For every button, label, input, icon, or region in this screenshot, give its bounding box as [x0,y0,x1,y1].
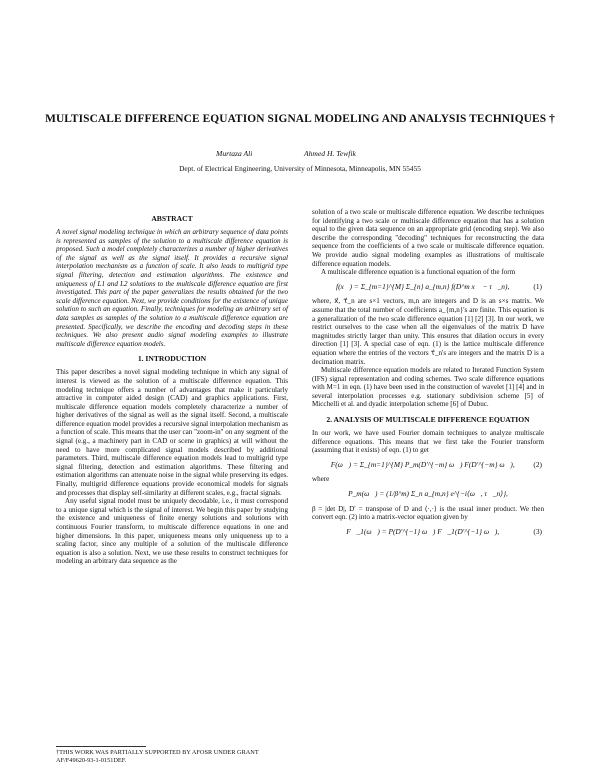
equation-1-number: (1) [533,281,542,291]
intro-paragraph-1: This paper describes a novel signal modeling technique in which any signal of interest is viewed as the solution of a multiscale difference equation. This modeling technique offers a number of advantages that make it particularly attractive in computer aided design (CAD) and graphics applications. First, multiscale difference equation models completely characterize a number of higher derivatives of the signal as well as the signal itself. Second, a multiscale difference equation model provides a recursive signal interpolation mechanism as a function of scale. This means that the user can "zoom-in" on any segment of the signal (e.g., a machinery part in CAD or scene in graphics) at will without the need to have more complicated signal models described by additional parameters. Third, multiscale difference equation models lead to multigrid type signal filtering, detection and estimation algorithms. These filtering and estimation algorithms can attenuate noise in the signal while preserving its edges. Finally, multigrid difference equations provide economical models for signals and processes that display self-similarity at different scales, e.g., fractal signals. [56,368,288,497]
equation-3-body: F⃗_1(ω⃗) = P(D′^{−1} ω⃗) F⃗_1(D′^{−1} ω⃗), [346,526,500,536]
affiliation: Dept. of Electrical Engineering, University of Minnesota, Minneapolis, MN 55455 [179,164,421,173]
footnote [56,746,288,764]
where-label: where [312,475,330,484]
equation-3-number: (3) [533,526,542,536]
equation-pm [312,490,544,499]
author-2: Ahmed H. Tewfik [304,149,356,158]
left-column [56,212,288,566]
abstract-heading: ABSTRACT [151,214,193,223]
right-paragraph-4: Multiscale difference equation models are related to Iterated Function System (IFS) signal representation and coding schemes. Two scale difference equations with M=1 in eqn. (1) have been used in the construction of wavelet [1] [4] and in several interpolation processes e.g. stationary subdivision scheme [5] of Micchelli et al. and dyadic interpolation scheme [6] of Dubuc. [312,366,544,409]
equation-3 [312,528,544,537]
right-paragraph-3: where, x⃗, τ⃗_n are s×1 vectors, m,n are integers and D is an s×s matrix. We assume that the total number of coefficients a_{m,n}'s are finite. This equation is a generalization of the two scale difference equation [1] [2] [3]. In our work, we restrict ourselves to the case when all the eigenvalues of the matrix D have magnitudes strictly larger than unity. This ensures that dilation occurs in every direction [1] [3]. A special case of eqn. (1) is the lattice multiscale difference equation where the entries of the vectors τ⃗_n's are integers and the matrix D is a decimation matrix. [312,297,544,366]
equation-1-body: f(x⃗) = Σ_{m=1}^{M} Σ_{n} a_{m,n} f(D^m x⃗ − τ⃗_n), [336,281,510,291]
abstract-text: A novel signal modeling technique in which an arbitrary sequence of data points is represented as samples of the solution to a multiscale difference equation is proposed. Such a model completely characterizes a number of higher derivatives of the signal as well as the signal itself. It provides a recursive signal interpolation mechanism as a function of scale. It also leads to multigrid type signal filtering, detection and estimation algorithms. The existence and uniqueness of L1 and L2 solutions to the multiscale difference equation are first investigated. This part of the paper generalizes the results obtained for the two scale difference equation. Next, we provide conditions for the existence of unique solution to such an equation. Finally, techniques for modeling an arbitrary set of data samples as samples of the solution to a multiscale difference equation are presented. Specifically, we describe the encoding and decoding steps in these techniques. We also present audio signal modeling examples to illustrate multiscale difference equation models. [56,228,288,348]
equation-1 [312,283,544,292]
author-1: Murtaza Ali [216,149,253,158]
right-paragraph-2: A multiscale difference equation is a functional equation of the form [321,268,516,277]
right-column [312,208,544,542]
intro-paragraph-2: Any useful signal model must be uniquely decodable, i.e., it must correspond to a unique signal which is the signal of interest. We begin this paper by studying the existence and uniqueness of finite energy solutions and solutions with continuous Fourier transform, to multiscale difference equations in one and higher dimensions. In this paper, uniqueness means only uniqueness up to a scaling factor, since any multiple of a solution of the multiscale difference equation is also a solution. Next, we use these results to construct techniques for modeling an arbitrary data sequence as the [56,497,288,566]
right-paragraph-6: β = |det D|, D′ = transpose of D and ⟨·,·⟩ is the usual inner product. We then convert eqn. (2) into a matrix-vector equation given by [312,504,544,522]
equation-2-number: (2) [533,459,542,469]
paper-title: MULTISCALE DIFFERENCE EQUATION SIGNAL MODELING AND ANALYSIS TECHNIQUES † [45,113,555,125]
footnote-text: †THIS WORK WAS PARTIALLY SUPPORTED BY AFOSR UNDER GRANT AF/F49620-93-1-0151DEF. [56,749,259,764]
section-2-heading: 2. ANALYSIS OF MULTISCALE DIFFERENCE EQUATION [326,415,530,425]
right-paragraph-1: solution of a two scale or multiscale difference equation. We describe techniques for identifying a two scale or multiscale difference equation that has a solution equal to the given data sequence on an appropriate grid (encoding step). We also describe the corresponding "decoding" techniques for reconstructing the data sequence from the coefficients of a two scale or multiscale difference equation. We provide audio signal modeling examples as illustrations of multiscale difference equation models. [312,208,544,268]
right-paragraph-5: In our work, we have used Fourier domain techniques to analyze multiscale difference equations. This means that we first take the Fourier transform (assuming that it exists) of eqn. (1) to get [312,429,544,455]
equation-2-body: F(ω⃗) = Σ_{m=1}^{M} P_m(D′^{−m} ω⃗) F(D′^{−m} ω⃗), [330,459,515,469]
intro-heading: 1. INTRODUCTION [137,354,207,364]
footnote-rule [56,746,146,747]
equation-2 [312,461,544,470]
equation-pm-body: P_m(ω⃗) = (1/β^m) Σ_n a_{m,n} e^{−i⟨ω⃗, τ⃗_n⟩}, [348,489,508,499]
